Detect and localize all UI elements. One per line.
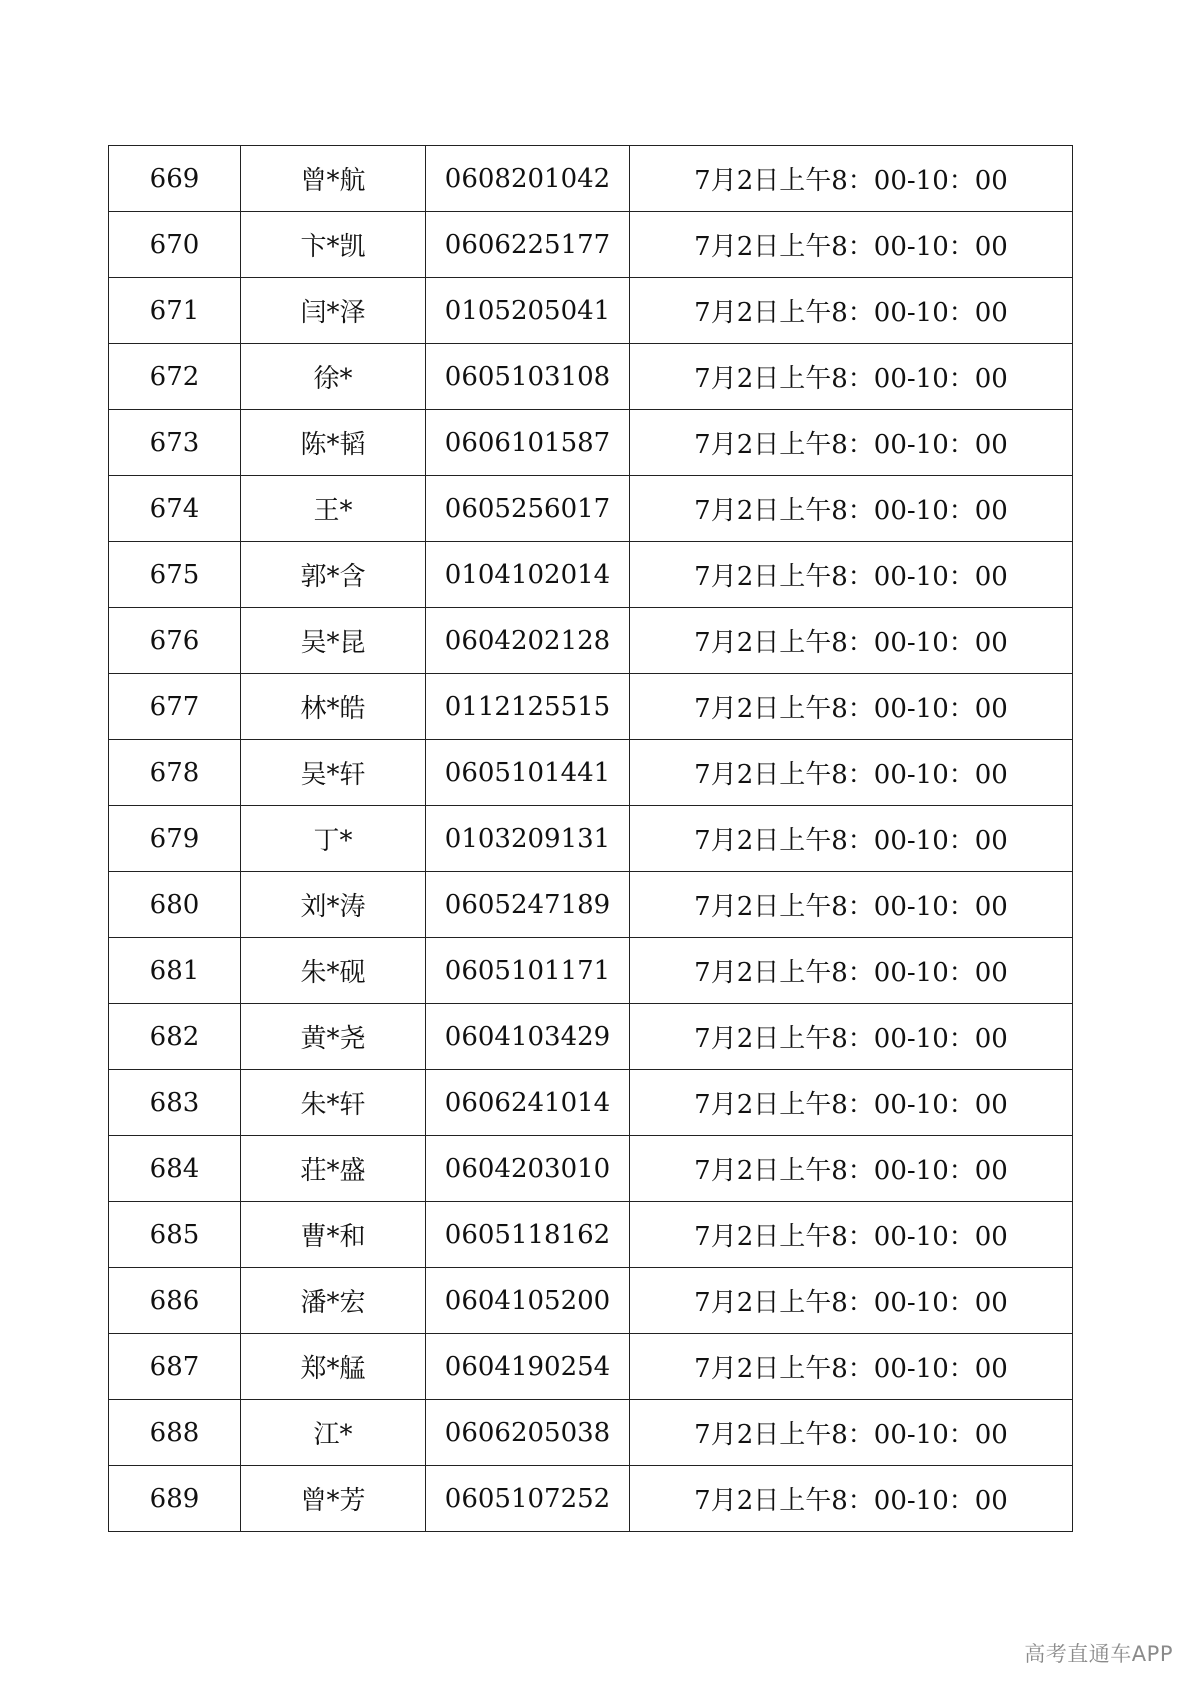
time-cell: 7月2日上午8：00-10：00 bbox=[630, 1070, 1073, 1136]
exam-id-cell: 0606241014 bbox=[426, 1070, 630, 1136]
exam-id-cell: 0605103108 bbox=[426, 344, 630, 410]
name-cell: 曾*芳 bbox=[241, 1466, 426, 1532]
name-cell: 王* bbox=[241, 476, 426, 542]
exam-id-cell: 0608201042 bbox=[426, 146, 630, 212]
name-cell: 徐* bbox=[241, 344, 426, 410]
time-cell: 7月2日上午8：00-10：00 bbox=[630, 1004, 1073, 1070]
watermark: 高考直通车APP bbox=[1024, 1642, 1173, 1666]
table-row bbox=[109, 146, 1073, 212]
time-cell: 7月2日上午8：00-10：00 bbox=[630, 872, 1073, 938]
name-cell: 荘*盛 bbox=[241, 1136, 426, 1202]
table-row bbox=[109, 212, 1073, 278]
name-cell: 林*皓 bbox=[241, 674, 426, 740]
table-row bbox=[109, 410, 1073, 476]
name-cell: 吴*轩 bbox=[241, 740, 426, 806]
exam-id-cell: 0605107252 bbox=[426, 1466, 630, 1532]
time-cell: 7月2日上午8：00-10：00 bbox=[630, 410, 1073, 476]
exam-id-cell: 0605101171 bbox=[426, 938, 630, 1004]
exam-id-cell: 0604105200 bbox=[426, 1268, 630, 1334]
exam-id-cell: 0604202128 bbox=[426, 608, 630, 674]
seq-cell: 684 bbox=[109, 1136, 241, 1202]
table-row bbox=[109, 1136, 1073, 1202]
time-cell: 7月2日上午8：00-10：00 bbox=[630, 278, 1073, 344]
seq-cell: 688 bbox=[109, 1400, 241, 1466]
exam-id-cell: 0605247189 bbox=[426, 872, 630, 938]
seq-cell: 683 bbox=[109, 1070, 241, 1136]
exam-id-cell: 0104102014 bbox=[426, 542, 630, 608]
name-cell: 吴*昆 bbox=[241, 608, 426, 674]
time-cell: 7月2日上午8：00-10：00 bbox=[630, 476, 1073, 542]
seq-cell: 679 bbox=[109, 806, 241, 872]
time-cell: 7月2日上午8：00-10：00 bbox=[630, 1400, 1073, 1466]
name-cell: 朱*轩 bbox=[241, 1070, 426, 1136]
table-row bbox=[109, 938, 1073, 1004]
seq-cell: 686 bbox=[109, 1268, 241, 1334]
time-cell: 7月2日上午8：00-10：00 bbox=[630, 212, 1073, 278]
table-row bbox=[109, 1070, 1073, 1136]
name-cell: 潘*宏 bbox=[241, 1268, 426, 1334]
seq-cell: 675 bbox=[109, 542, 241, 608]
table-row bbox=[109, 740, 1073, 806]
seq-cell: 685 bbox=[109, 1202, 241, 1268]
table-row bbox=[109, 806, 1073, 872]
time-cell: 7月2日上午8：00-10：00 bbox=[630, 1136, 1073, 1202]
time-cell: 7月2日上午8：00-10：00 bbox=[630, 674, 1073, 740]
seq-cell: 680 bbox=[109, 872, 241, 938]
seq-cell: 676 bbox=[109, 608, 241, 674]
seq-cell: 678 bbox=[109, 740, 241, 806]
exam-id-cell: 0605118162 bbox=[426, 1202, 630, 1268]
table-row bbox=[109, 1268, 1073, 1334]
name-cell: 曾*航 bbox=[241, 146, 426, 212]
exam-id-cell: 0105205041 bbox=[426, 278, 630, 344]
exam-id-cell: 0605101441 bbox=[426, 740, 630, 806]
name-cell: 闫*泽 bbox=[241, 278, 426, 344]
table-row bbox=[109, 476, 1073, 542]
exam-id-cell: 0103209131 bbox=[426, 806, 630, 872]
table-row bbox=[109, 872, 1073, 938]
exam-id-cell: 0112125515 bbox=[426, 674, 630, 740]
seq-cell: 672 bbox=[109, 344, 241, 410]
name-cell: 朱*砚 bbox=[241, 938, 426, 1004]
time-cell: 7月2日上午8：00-10：00 bbox=[630, 608, 1073, 674]
name-cell: 黄*尧 bbox=[241, 1004, 426, 1070]
seq-cell: 673 bbox=[109, 410, 241, 476]
time-cell: 7月2日上午8：00-10：00 bbox=[630, 146, 1073, 212]
name-cell: 卞*凯 bbox=[241, 212, 426, 278]
seq-cell: 677 bbox=[109, 674, 241, 740]
exam-id-cell: 0605256017 bbox=[426, 476, 630, 542]
table-row bbox=[109, 1334, 1073, 1400]
exam-id-cell: 0604190254 bbox=[426, 1334, 630, 1400]
exam-id-cell: 0606225177 bbox=[426, 212, 630, 278]
exam-id-cell: 0604103429 bbox=[426, 1004, 630, 1070]
time-cell: 7月2日上午8：00-10：00 bbox=[630, 1202, 1073, 1268]
time-cell: 7月2日上午8：00-10：00 bbox=[630, 806, 1073, 872]
roster-table bbox=[108, 145, 1073, 1532]
table-row bbox=[109, 542, 1073, 608]
name-cell: 郑*艋 bbox=[241, 1334, 426, 1400]
seq-cell: 669 bbox=[109, 146, 241, 212]
name-cell: 刘*涛 bbox=[241, 872, 426, 938]
table-row bbox=[109, 674, 1073, 740]
exam-id-cell: 0606101587 bbox=[426, 410, 630, 476]
time-cell: 7月2日上午8：00-10：00 bbox=[630, 740, 1073, 806]
time-cell: 7月2日上午8：00-10：00 bbox=[630, 1268, 1073, 1334]
name-cell: 丁* bbox=[241, 806, 426, 872]
table-row bbox=[109, 1466, 1073, 1532]
name-cell: 郭*含 bbox=[241, 542, 426, 608]
table-row bbox=[109, 1004, 1073, 1070]
seq-cell: 689 bbox=[109, 1466, 241, 1532]
roster-body bbox=[109, 146, 1073, 1532]
name-cell: 曹*和 bbox=[241, 1202, 426, 1268]
seq-cell: 682 bbox=[109, 1004, 241, 1070]
time-cell: 7月2日上午8：00-10：00 bbox=[630, 542, 1073, 608]
time-cell: 7月2日上午8：00-10：00 bbox=[630, 938, 1073, 1004]
time-cell: 7月2日上午8：00-10：00 bbox=[630, 1466, 1073, 1532]
time-cell: 7月2日上午8：00-10：00 bbox=[630, 1334, 1073, 1400]
seq-cell: 681 bbox=[109, 938, 241, 1004]
name-cell: 陈*韬 bbox=[241, 410, 426, 476]
exam-id-cell: 0606205038 bbox=[426, 1400, 630, 1466]
exam-id-cell: 0604203010 bbox=[426, 1136, 630, 1202]
seq-cell: 674 bbox=[109, 476, 241, 542]
table-row bbox=[109, 1202, 1073, 1268]
time-cell: 7月2日上午8：00-10：00 bbox=[630, 344, 1073, 410]
table-row bbox=[109, 278, 1073, 344]
table-row bbox=[109, 1400, 1073, 1466]
seq-cell: 670 bbox=[109, 212, 241, 278]
name-cell: 江* bbox=[241, 1400, 426, 1466]
table-row bbox=[109, 608, 1073, 674]
table-row bbox=[109, 344, 1073, 410]
seq-cell: 687 bbox=[109, 1334, 241, 1400]
seq-cell: 671 bbox=[109, 278, 241, 344]
